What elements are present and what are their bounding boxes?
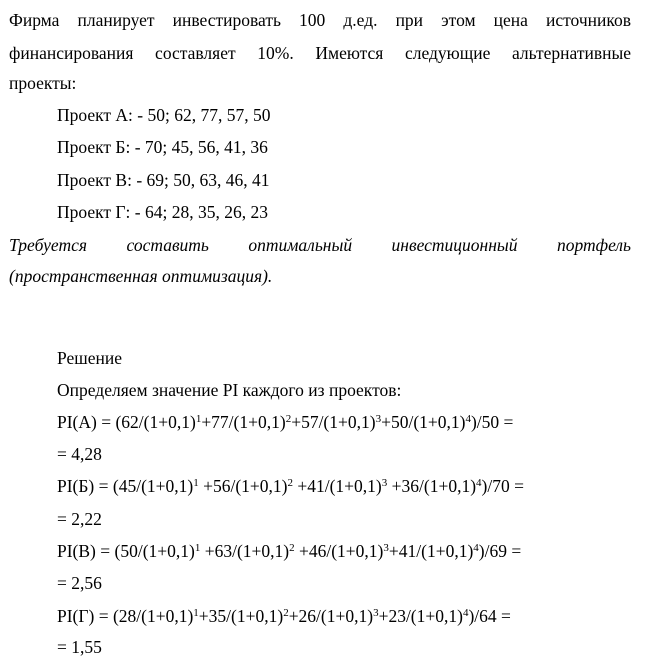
- formula-g-prefix: PI(Г) = (28/(1+0,1): [57, 606, 194, 626]
- exponent-1: 1: [195, 413, 202, 425]
- exponent-2: 2: [289, 542, 295, 554]
- formula-g-suffix: )/64 =: [468, 606, 511, 626]
- exponent-3: 3: [375, 413, 382, 425]
- formula-v-term-2: +63/(1+0,1): [200, 541, 290, 561]
- exponent-3: 3: [373, 607, 379, 619]
- formula-v-term-4: +41/(1+0,1): [388, 541, 474, 561]
- formula-b-term-3: +41/(1+0,1): [293, 476, 382, 496]
- formula-v-prefix: PI(В) = (50/(1+0,1): [57, 541, 195, 561]
- exponent-1: 1: [194, 542, 201, 554]
- exponent-2: 2: [283, 607, 289, 619]
- task-text-1: Требуется составить оптимальный инвестиционный портфель: [9, 235, 631, 255]
- formula-pi-a: [57, 412, 513, 432]
- formula-a-term-3: +57/(1+0,1): [291, 412, 376, 432]
- formula-b-term-2: +56/(1+0,1): [198, 476, 288, 496]
- formula-v-term-3: +46/(1+0,1): [294, 541, 384, 561]
- formula-pi-b: [57, 476, 524, 496]
- formula-a-suffix: )/50 =: [470, 412, 514, 432]
- exponent-1: 1: [193, 477, 199, 489]
- formula-pi-g: [57, 606, 511, 626]
- exponent-4: 4: [465, 413, 471, 425]
- formula-b-suffix: )/70 =: [481, 476, 524, 496]
- exponent-4: 4: [473, 542, 479, 554]
- problem-line-2: финансирования составляет 10%. Имеются следующие альтернативные: [9, 43, 631, 63]
- formula-v-result: = 2,56: [57, 573, 102, 593]
- project-b: Проект Б: - 70; 45, 56, 41, 36: [57, 137, 268, 157]
- project-a: Проект А: - 50; 62, 77, 57, 50: [57, 105, 271, 125]
- formula-a-term-2: +77/(1+0,1): [201, 412, 286, 432]
- formula-g-result: = 1,55: [57, 637, 102, 657]
- exponent-3: 3: [383, 542, 389, 554]
- formula-g-term-2: +35/(1+0,1): [198, 606, 284, 626]
- formula-b-prefix: PI(Б) = (45/(1+0,1): [57, 476, 194, 496]
- exponent-4: 4: [476, 477, 482, 489]
- solution-heading: Решение: [57, 348, 123, 368]
- exponent-2: 2: [285, 413, 292, 425]
- problem-line-1: Фирма планирует инвестировать 100 д.ед. при этом цена источников: [9, 10, 631, 30]
- solution-intro: Определяем значение PI каждого из проектов:: [57, 380, 402, 400]
- project-g: Проект Г: - 64; 28, 35, 26, 23: [57, 202, 268, 222]
- task-line-1: [9, 235, 631, 255]
- project-v: Проект В: - 69; 50, 63, 46, 41: [57, 170, 270, 190]
- exponent-1: 1: [193, 607, 199, 619]
- formula-a-result: = 4,28: [57, 444, 102, 464]
- formula-g-term-4: +23/(1+0,1): [378, 606, 463, 626]
- formula-a-prefix: PI(А) = (62/(1+0,1): [57, 412, 196, 432]
- problem-line-3: проекты:: [9, 73, 77, 93]
- formula-b-term-4: +36/(1+0,1): [387, 476, 477, 496]
- formula-g-term-3: +26/(1+0,1): [288, 606, 374, 626]
- formula-b-result: = 2,22: [57, 509, 102, 529]
- formula-pi-v: [57, 541, 521, 561]
- task-line-2: (пространственная оптимизация).: [9, 266, 273, 286]
- formula-a-term-4: +50/(1+0,1): [381, 412, 466, 432]
- exponent-4: 4: [462, 607, 469, 619]
- exponent-3: 3: [381, 477, 388, 489]
- formula-v-suffix: )/69 =: [478, 541, 522, 561]
- exponent-2: 2: [287, 477, 293, 489]
